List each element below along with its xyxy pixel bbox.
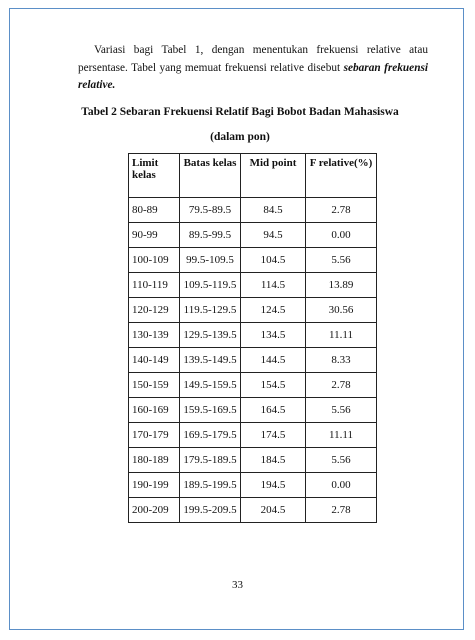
cell-f-relative: 11.11 — [306, 423, 377, 448]
cell-mid-point: 154.5 — [241, 373, 306, 398]
table-body — [129, 198, 377, 523]
table-header-row — [129, 154, 377, 198]
cell-f-relative: 2.78 — [306, 498, 377, 523]
cell-f-relative: 5.56 — [306, 248, 377, 273]
cell-limit-kelas: 80-89 — [129, 198, 180, 223]
cell-batas-kelas: 109.5-119.5 — [180, 273, 241, 298]
cell-limit-kelas: 110-119 — [129, 273, 180, 298]
header-f-relative: F relative(%) — [306, 154, 377, 198]
cell-limit-kelas: 130-139 — [129, 323, 180, 348]
cell-limit-kelas: 150-159 — [129, 373, 180, 398]
cell-limit-kelas: 100-109 — [129, 248, 180, 273]
cell-mid-point: 144.5 — [241, 348, 306, 373]
cell-batas-kelas: 99.5-109.5 — [180, 248, 241, 273]
table-row — [129, 248, 377, 273]
intro-paragraph — [78, 42, 428, 95]
cell-limit-kelas: 180-189 — [129, 448, 180, 473]
table-row — [129, 448, 377, 473]
cell-batas-kelas: 149.5-159.5 — [180, 373, 241, 398]
table-row — [129, 398, 377, 423]
cell-f-relative: 0.00 — [306, 473, 377, 498]
cell-limit-kelas: 170-179 — [129, 423, 180, 448]
cell-limit-kelas: 140-149 — [129, 348, 180, 373]
cell-batas-kelas: 89.5-99.5 — [180, 223, 241, 248]
header-batas-kelas: Batas kelas — [180, 154, 241, 198]
cell-batas-kelas: 119.5-129.5 — [180, 298, 241, 323]
cell-batas-kelas: 169.5-179.5 — [180, 423, 241, 448]
table-row — [129, 498, 377, 523]
cell-mid-point: 204.5 — [241, 498, 306, 523]
cell-batas-kelas: 129.5-139.5 — [180, 323, 241, 348]
table-unit: (dalam pon) — [210, 131, 270, 143]
header-limit-kelas: Limit kelas — [129, 154, 180, 198]
page-number: 33 — [232, 579, 243, 591]
header-mid-point: Mid point — [241, 154, 306, 198]
cell-limit-kelas: 90-99 — [129, 223, 180, 248]
cell-f-relative: 2.78 — [306, 373, 377, 398]
frequency-table — [128, 153, 377, 523]
cell-batas-kelas: 79.5-89.5 — [180, 198, 241, 223]
paragraph-emphasis: sebaran frekuensi relative. — [78, 61, 429, 91]
table-row — [129, 298, 377, 323]
cell-f-relative: 11.11 — [306, 323, 377, 348]
table-row — [129, 473, 377, 498]
cell-limit-kelas: 200-209 — [129, 498, 180, 523]
cell-limit-kelas: 190-199 — [129, 473, 180, 498]
cell-mid-point: 104.5 — [241, 248, 306, 273]
table-row — [129, 423, 377, 448]
cell-mid-point: 184.5 — [241, 448, 306, 473]
cell-f-relative: 5.56 — [306, 398, 377, 423]
table-row — [129, 348, 377, 373]
cell-limit-kelas: 160-169 — [129, 398, 180, 423]
cell-limit-kelas: 120-129 — [129, 298, 180, 323]
table-row — [129, 373, 377, 398]
cell-batas-kelas: 159.5-169.5 — [180, 398, 241, 423]
cell-mid-point: 124.5 — [241, 298, 306, 323]
cell-batas-kelas: 199.5-209.5 — [180, 498, 241, 523]
cell-batas-kelas: 189.5-199.5 — [180, 473, 241, 498]
table-caption: Tabel 2 Sebaran Frekuensi Relatif Bagi Bobot Badan Mahasiswa — [81, 106, 399, 118]
cell-f-relative: 0.00 — [306, 223, 377, 248]
table-row — [129, 273, 377, 298]
cell-batas-kelas: 139.5-149.5 — [180, 348, 241, 373]
cell-mid-point: 194.5 — [241, 473, 306, 498]
cell-mid-point: 84.5 — [241, 198, 306, 223]
paragraph-text: Variasi bagi Tabel 1, dengan menentukan frekuensi relative atau persentase. Tabel yang memuat frekuensi relative disebut — [78, 44, 428, 74]
cell-mid-point: 174.5 — [241, 423, 306, 448]
cell-f-relative: 30.56 — [306, 298, 377, 323]
cell-f-relative: 8.33 — [306, 348, 377, 373]
cell-batas-kelas: 179.5-189.5 — [180, 448, 241, 473]
cell-mid-point: 134.5 — [241, 323, 306, 348]
cell-mid-point: 94.5 — [241, 223, 306, 248]
cell-f-relative: 5.56 — [306, 448, 377, 473]
cell-f-relative: 2.78 — [306, 198, 377, 223]
table-row — [129, 223, 377, 248]
cell-f-relative: 13.89 — [306, 273, 377, 298]
cell-mid-point: 164.5 — [241, 398, 306, 423]
table-row — [129, 198, 377, 223]
cell-mid-point: 114.5 — [241, 273, 306, 298]
table-row — [129, 323, 377, 348]
